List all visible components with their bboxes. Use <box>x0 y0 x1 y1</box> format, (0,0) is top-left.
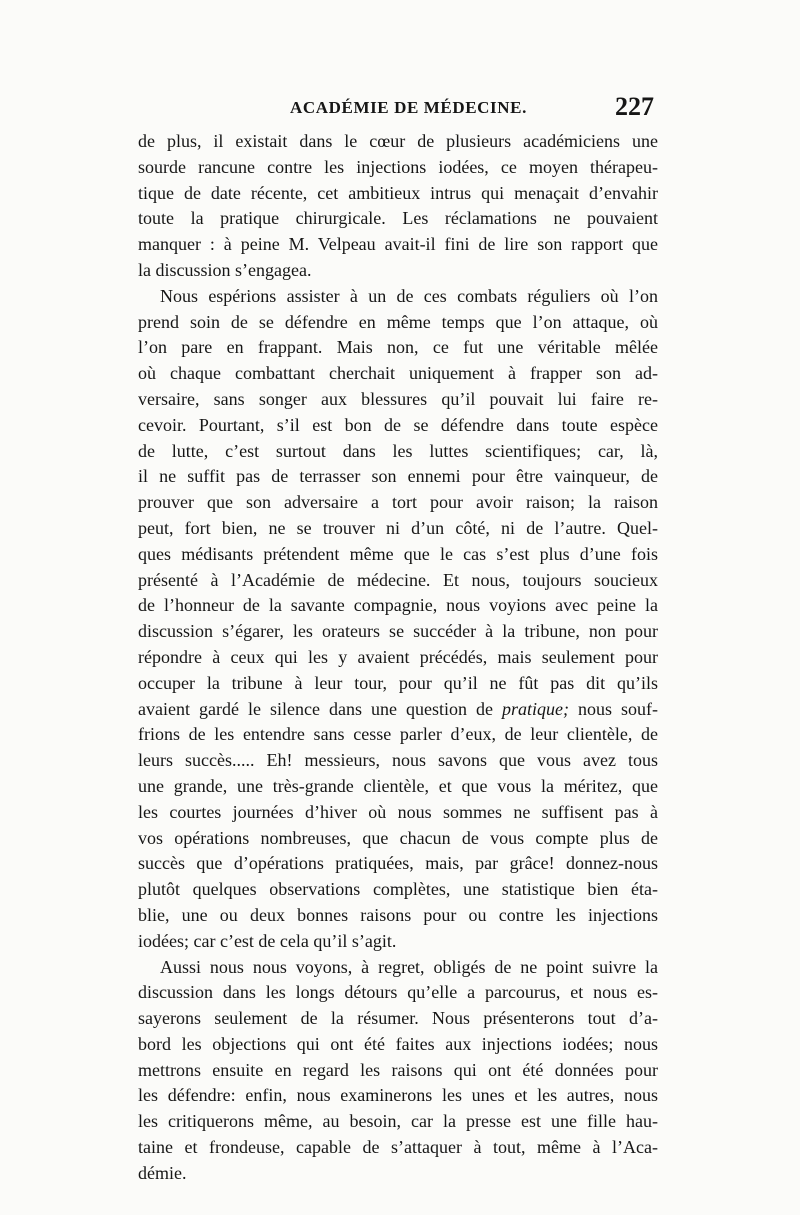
text-line: succès que d’opérations pratiquées, mais, par grâce! donnez-nous <box>138 853 658 874</box>
text-line: toute la pratique chirurgicale. Les réclamations ne pouvaient <box>138 208 658 229</box>
text-line: occuper la tribune à leur tour, pour qu’il ne fût pas dit qu’ils <box>138 672 658 693</box>
text-line: de plus, il existait dans le cœur de plusieurs académiciens une <box>138 131 658 151</box>
text-line: mettrons ensuite en regard les raisons qui ont été données pour <box>138 1059 658 1080</box>
text-line: plutôt quelques observations complètes, une statistique bien éta- <box>138 879 658 900</box>
text-line: Aussi nous nous voyons, à regret, obligés de ne point suivre la <box>160 956 658 977</box>
text-line: taine et frondeuse, capable de s’attaquer à tout, même à l’Aca- <box>138 1137 658 1158</box>
text-line: les défendre: enfin, nous examinerons les unes et les autres, nous <box>138 1085 658 1106</box>
running-title: ACADÉMIE DE MÉDECINE. <box>290 98 527 117</box>
body-text <box>138 129 658 1187</box>
text-line: cevoir. Pourtant, s’il est bon de se défendre dans toute espèce <box>138 414 658 435</box>
text-line: iodées; car c’est de cela qu’il s’agit. <box>138 930 397 951</box>
text-line: ques médisants prétendent même que le cas s’est plus d’une fois <box>138 543 658 564</box>
page-number: 227 <box>615 92 654 121</box>
text-line: les courtes journées d’hiver où nous sommes ne suffisent pas à <box>138 801 658 822</box>
text-line: de lutte, c’est surtout dans les luttes scientifiques; car, là, <box>138 440 658 461</box>
text-line: peut, fort bien, ne se trouver ni d’un côté, ni de l’autre. Quel- <box>138 517 658 538</box>
text-line: discussion s’égarer, les orateurs se succéder à la tribune, non pour <box>138 621 658 642</box>
text-line: leurs succès..... Eh! messieurs, nous savons que vous avez tous <box>138 750 658 771</box>
text-line: de l’honneur de la savante compagnie, nous voyions avec peine la <box>138 595 658 616</box>
text-line: il ne suffit pas de terrasser son ennemi pour être vainqueur, de <box>138 466 658 487</box>
text-line: les critiquerons même, au besoin, car la presse est une fille hau- <box>138 1111 658 1132</box>
text-line: versaire, sans songer aux blessures qu’il pouvait lui faire re- <box>138 388 658 409</box>
text-line: prouver que son adversaire a tort pour avoir raison; la raison <box>138 492 658 513</box>
text-line: manquer : à peine M. Velpeau avait-il fini de lire son rapport que <box>138 234 658 255</box>
text-line: prend soin de se défendre en même temps que l’on attaque, où <box>138 311 658 332</box>
text-line: avaient gardé le silence dans une question de pratique; nous souf- <box>138 698 658 719</box>
text-line: sayerons seulement de la résumer. Nous présenterons tout d’a- <box>138 1008 658 1029</box>
text-line: démie. <box>138 1162 187 1183</box>
text-line: frions de les entendre sans cesse parler d’eux, de leur clientèle, de <box>138 724 658 745</box>
text-line: bord les objections qui ont été faites aux injections iodées; nous <box>138 1033 658 1054</box>
running-head <box>138 92 658 128</box>
text-line: une grande, une très-grande clientèle, et que vous la méritez, que <box>138 775 658 796</box>
text-line: sourde rancune contre les injections iodées, ce moyen thérapeu- <box>138 156 658 177</box>
text-line: vos opérations nombreuses, que chacun de vous compte plus de <box>138 827 658 848</box>
text-line: blie, une ou deux bonnes raisons pour ou contre les injections <box>138 904 658 925</box>
text-line: la discussion s’engagea. <box>138 259 312 280</box>
text-line: Nous espérions assister à un de ces combats réguliers où l’on <box>160 285 658 306</box>
text-line: discussion dans les longs détours qu’elle a parcourus, et nous es- <box>138 982 658 1003</box>
text-line: où chaque combattant cherchait uniquement à frapper son ad- <box>138 363 658 384</box>
text-line: présenté à l’Académie de médecine. Et nous, toujours soucieux <box>138 569 658 590</box>
text-line: tique de date récente, cet ambitieux intrus qui menaçait d’envahir <box>138 182 658 203</box>
text-line: répondre à ceux qui les y avaient précédés, mais seulement pour <box>138 646 658 667</box>
text-line: l’on pare en frappant. Mais non, ce fut une véritable mêlée <box>138 337 658 358</box>
